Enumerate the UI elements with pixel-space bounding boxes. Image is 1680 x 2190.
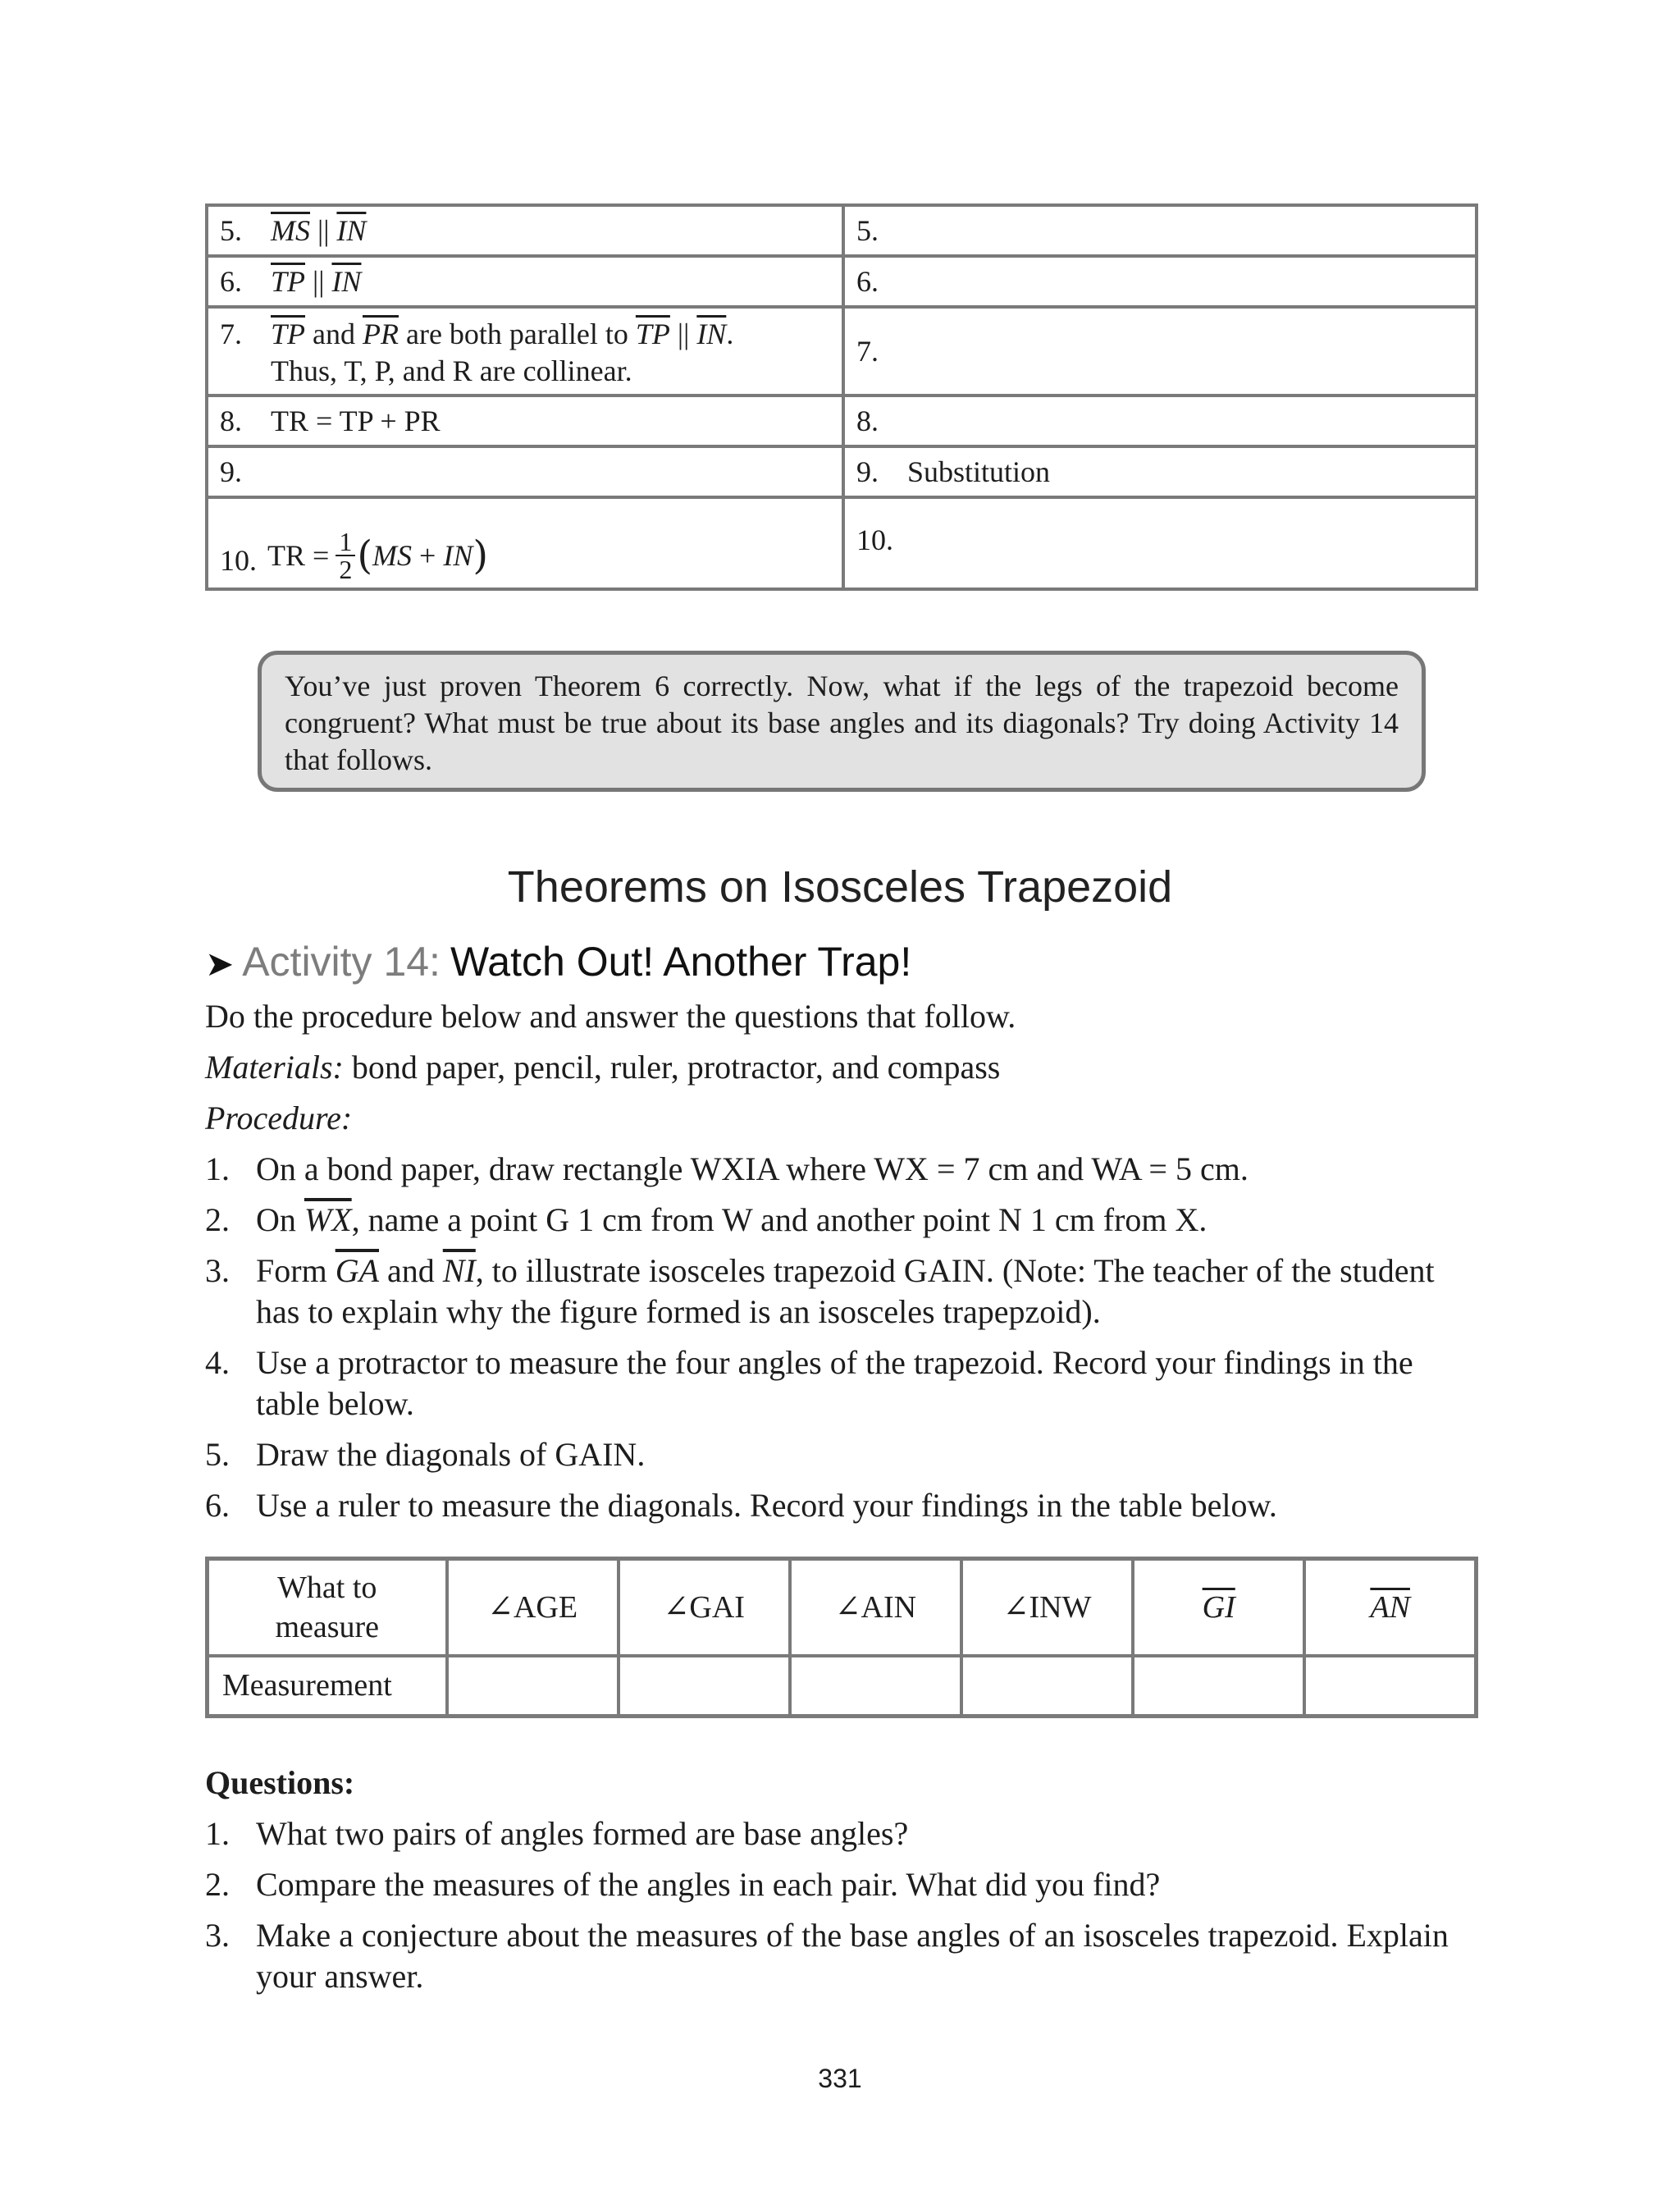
segment-label: $\overline{MS}$ [271, 213, 310, 247]
segment-label: $\overline{IN}$ [696, 318, 727, 350]
item-text: Make a conjecture about the measures of the base angles of an isosceles trapezoid. Explain your answer. [256, 1917, 1449, 1995]
reason-number: 7. [856, 334, 879, 368]
proof-row-5 [208, 207, 1475, 258]
callout-text: You’ve just proven Theorem 6 correctly. Now, what if the legs of the trapezoid become congruent? What must be true about its base angles and its diagonals? Try doing Activity 14 that follows. [285, 670, 1399, 776]
materials-text: bond paper, pencil, ruler, protractor, and compass [343, 1049, 1001, 1086]
reason-cell [845, 397, 1475, 445]
statement-cell [208, 499, 845, 588]
statement-cell [208, 448, 845, 496]
section-title: Theorems on Isosceles Trapezoid [507, 862, 1173, 912]
row-number: 7. [220, 318, 242, 350]
blank-cell[interactable] [1304, 1656, 1476, 1717]
formula [267, 528, 488, 583]
segment-label: $\overline{TP}$ [271, 264, 306, 298]
list-item [205, 1915, 1478, 1997]
proof-row-10 [208, 499, 1475, 588]
statement-cell [208, 207, 845, 254]
item-number: 3. [205, 1252, 230, 1289]
statement-text: TR = TP + PR [271, 404, 441, 437]
column-angle-ain: ∠AIN [790, 1559, 961, 1656]
materials-line [205, 1047, 1000, 1088]
item-number: 1. [205, 1815, 230, 1852]
text-fragment: , name a point G 1 cm from W and another point N 1 cm from X. [351, 1201, 1208, 1238]
procedure-list [205, 1149, 1478, 1536]
reason-cell [845, 499, 1475, 588]
row-number: 9. [220, 455, 242, 488]
segment-label: MS [372, 538, 413, 572]
column-segment-an [1304, 1559, 1476, 1656]
reason-number: 8. [856, 404, 879, 437]
segment-label: $\overline{WX}$ [304, 1201, 352, 1238]
list-item [205, 1485, 1478, 1526]
reason-text: Substitution [907, 455, 1051, 488]
segment-label: IN [443, 538, 473, 572]
segment-label: $\overline{GI}$ [1202, 1589, 1235, 1625]
column-angle-age: ∠AGE [447, 1559, 619, 1656]
parallel-symbol: || [310, 213, 337, 247]
column-angle-gai: ∠GAI [619, 1559, 790, 1656]
segment-label: $\overline{IN}$ [331, 264, 362, 298]
blank-cell[interactable] [790, 1656, 961, 1717]
open-paren: ( [357, 532, 373, 578]
proof-table [205, 203, 1478, 591]
item-number: 6. [205, 1487, 230, 1524]
blank-cell[interactable] [1133, 1656, 1304, 1717]
close-paren: ) [472, 532, 489, 578]
blank-cell[interactable] [619, 1656, 790, 1717]
header-line: measure [275, 1609, 380, 1644]
column-angle-inw: ∠INW [961, 1559, 1133, 1656]
blank-cell[interactable] [961, 1656, 1133, 1717]
item-number: 2. [205, 1201, 230, 1238]
item-text: Use a protractor to measure the four angles of the trapezoid. Record your findings in the table below. [256, 1344, 1413, 1422]
item-number: 5. [205, 1436, 230, 1473]
header-line: What to [277, 1570, 377, 1605]
item-text: Draw the diagonals of GAIN. [256, 1436, 646, 1473]
formula-lhs: TR = [267, 538, 330, 572]
activity-title: Watch Out! Another Trap! [450, 939, 912, 985]
segment-label: $\overline{PR}$ [363, 318, 399, 350]
row-number: 6. [220, 264, 242, 298]
callout-box [258, 651, 1426, 792]
segment-label: $\overline{TP}$ [271, 318, 306, 350]
fraction-numerator: 1 [336, 528, 355, 556]
proof-row-8 [208, 397, 1475, 448]
header-what-to-measure [208, 1559, 447, 1656]
row-number: 5. [220, 213, 242, 247]
statement-text [271, 316, 733, 390]
item-text: On a bond paper, draw rectangle WXIA where WX = 7 cm and WA = 5 cm. [256, 1150, 1249, 1187]
list-item [205, 1149, 1478, 1190]
procedure-label: Procedure: [205, 1100, 353, 1136]
plus-sign: + [412, 538, 444, 572]
arrow-icon: ➤ [205, 944, 235, 983]
list-item [205, 1813, 1478, 1854]
materials-label: Materials: [205, 1049, 344, 1086]
list-item [205, 1200, 1478, 1241]
reason-number: 10. [856, 523, 893, 556]
row-number: 8. [220, 404, 242, 437]
segment-label: $\overline{GA}$ [335, 1252, 380, 1289]
item-number: 2. [205, 1866, 230, 1903]
proof-row-9 [208, 448, 1475, 499]
item-number: 1. [205, 1150, 230, 1187]
text-fragment: and [305, 318, 363, 350]
list-item [205, 1434, 1478, 1475]
proof-row-7 [208, 309, 1475, 397]
text-fragment: , to illustrate isosceles trapezoid GAIN. (Note: The teacher of the student has to explain why the figure formed is an isosceles trapepzoid). [256, 1252, 1435, 1330]
fraction-denominator: 2 [339, 555, 353, 584]
segment-label: $\overline{IN}$ [336, 213, 367, 247]
text-fragment: On [256, 1201, 304, 1238]
activity-heading [205, 935, 911, 990]
reason-number: 6. [856, 264, 879, 298]
item-number: 3. [205, 1917, 230, 1954]
questions-list [205, 1813, 1478, 2007]
blank-cell[interactable] [447, 1656, 619, 1717]
segment-label: $\overline{TP}$ [635, 318, 670, 350]
column-segment-gi [1133, 1559, 1304, 1656]
reason-cell [845, 448, 1475, 496]
segment-label: $\overline{NI}$ [442, 1252, 476, 1289]
statement-cell [208, 397, 845, 445]
item-text: What two pairs of angles formed are base angles? [256, 1815, 909, 1852]
statement-line-2: Thus, T, P, and R are collinear. [271, 354, 632, 387]
text-fragment: are both parallel to [398, 318, 636, 350]
reason-cell [845, 258, 1475, 305]
reason-number: 9. [856, 455, 879, 488]
fraction-one-half [336, 528, 355, 583]
segment-label: $\overline{AN}$ [1370, 1589, 1410, 1625]
text-fragment: and [379, 1252, 443, 1289]
reason-cell [845, 207, 1475, 254]
table-header-row [208, 1559, 1477, 1656]
reason-number: 5. [856, 213, 879, 247]
statement-cell [208, 258, 845, 305]
questions-heading: Questions: [205, 1764, 355, 1801]
list-item [205, 1864, 1478, 1905]
row-number: 10. [220, 544, 257, 577]
measurement-table [205, 1557, 1478, 1718]
statement-cell [208, 309, 845, 394]
parallel-symbol: || [669, 318, 697, 350]
text-fragment: . [726, 318, 734, 350]
item-text: Use a ruler to measure the diagonals. Record your findings in the table below. [256, 1487, 1277, 1524]
proof-row-6 [208, 258, 1475, 309]
item-number: 4. [205, 1344, 230, 1381]
activity-intro: Do the procedure below and answer the questions that follow. [205, 998, 1016, 1035]
parallel-symbol: || [305, 264, 332, 298]
item-text [256, 1250, 1478, 1333]
activity-label: Activity 14: [242, 939, 441, 985]
table-row [208, 1656, 1477, 1717]
reason-cell [845, 309, 1475, 394]
item-text: Compare the measures of the angles in each pair. What did you find? [256, 1866, 1161, 1903]
list-item [205, 1342, 1478, 1424]
item-text [256, 1200, 1478, 1241]
page-number: 331 [818, 2064, 862, 2093]
text-fragment: Form [256, 1252, 336, 1289]
row-label-measurement: Measurement [208, 1656, 447, 1717]
list-item [205, 1250, 1478, 1333]
